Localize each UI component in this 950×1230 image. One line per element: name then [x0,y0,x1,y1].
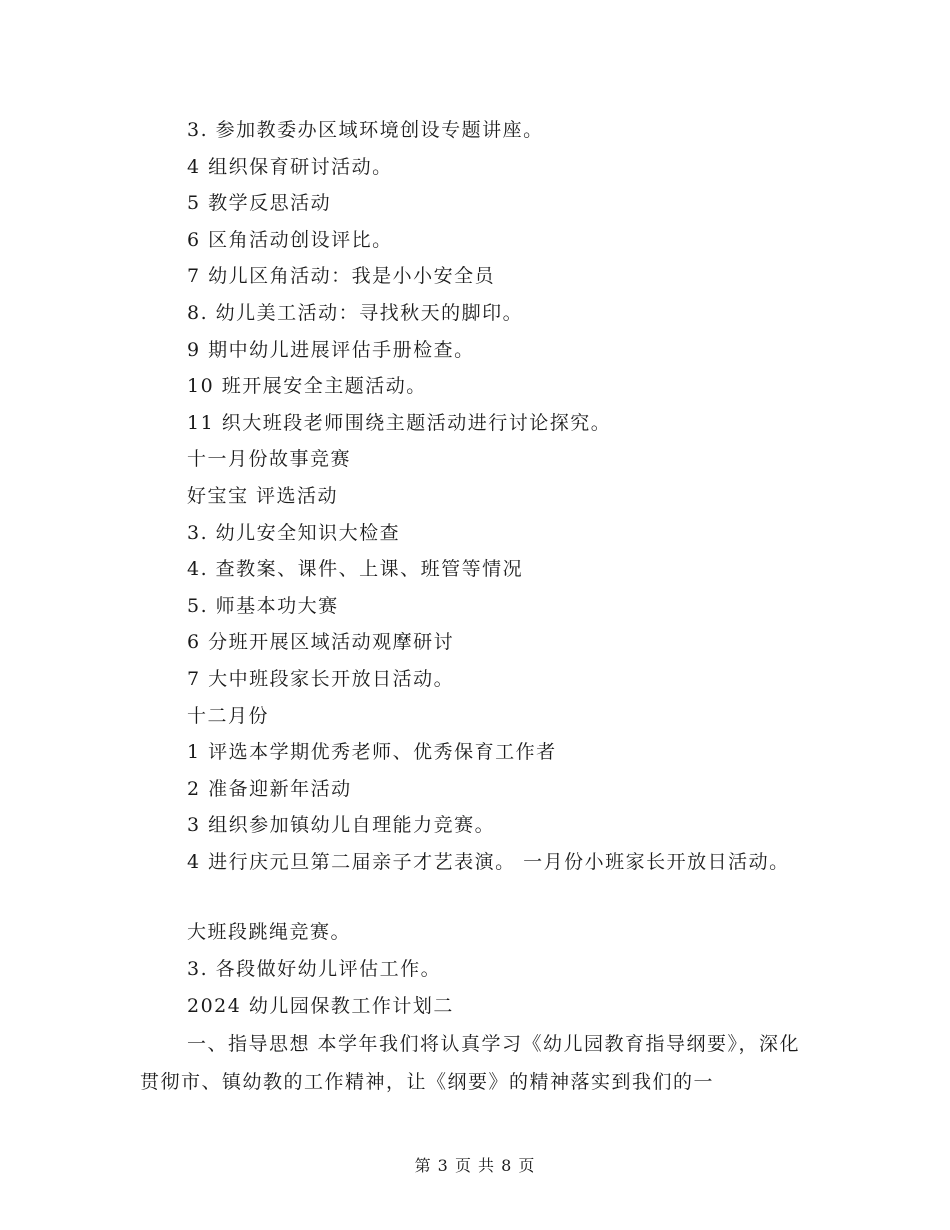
text-line: 3. 参加教委办区域环境创设专题讲座。 [187,119,544,141]
text-line: 5 教学反思活动 [187,192,332,215]
text-line: 6 分班开展区域活动观摩研讨 [187,631,455,654]
text-line: 7 大中班段家长开放日活动。 [187,667,455,690]
text-line: 1 评选本学期优秀老师、优秀保育工作者 [187,741,557,764]
blank-gap [187,880,907,914]
text-line: 6 区角活动创设评比。 [187,228,393,251]
body-lines [187,112,907,1024]
guiding-thought-paragraph: 一、指导思想 本学年我们将认真学习《幼儿园教育指导纲要》，深化贯彻市、镇幼教的工作精神，让《纲要》的精神落实到我们的一 [140,1033,801,1093]
section-heading-december: 十二月份 [187,704,270,727]
text-line: 好宝宝 评选活动 [187,484,339,507]
text-line: 4 组织保育研讨活动。 [187,155,393,178]
text-line: 8. 幼儿美工活动：寻找秋天的脚印。 [187,301,524,324]
text-line: 7 幼儿区角活动：我是小小安全员 [187,265,496,288]
text-line: 3. 各段做好幼儿评估工作。 [187,958,442,981]
text-line: 大班段跳绳竞赛。 [187,921,352,944]
text-line: 11 织大班段老师围绕主题活动进行讨论探究。 [187,411,612,434]
text-line: 2 准备迎新年活动 [187,777,352,800]
text-line: 3. 幼儿安全知识大检查 [187,521,401,544]
section-heading-november: 十一月份故事竞赛 [187,448,352,471]
text-line: 4 进行庆元旦第二届亲子才艺表演。 一月份小班家长开放日活动。 [187,850,790,873]
text-line: 5. 师基本功大赛 [187,594,339,617]
text-line: 3 组织参加镇幼儿自理能力竞赛。 [187,814,496,837]
text-line: 4. 查教案、课件、上课、班管等情况 [187,558,524,581]
plan-title: 2024 幼儿园保教工作计划二 [187,994,454,1017]
page-footer: 第 3 页 共 8 页 [414,1156,536,1175]
text-line: 10 班开展安全主题活动。 [187,375,427,398]
text-line: 9 期中幼儿进展评估手册检查。 [187,338,475,361]
